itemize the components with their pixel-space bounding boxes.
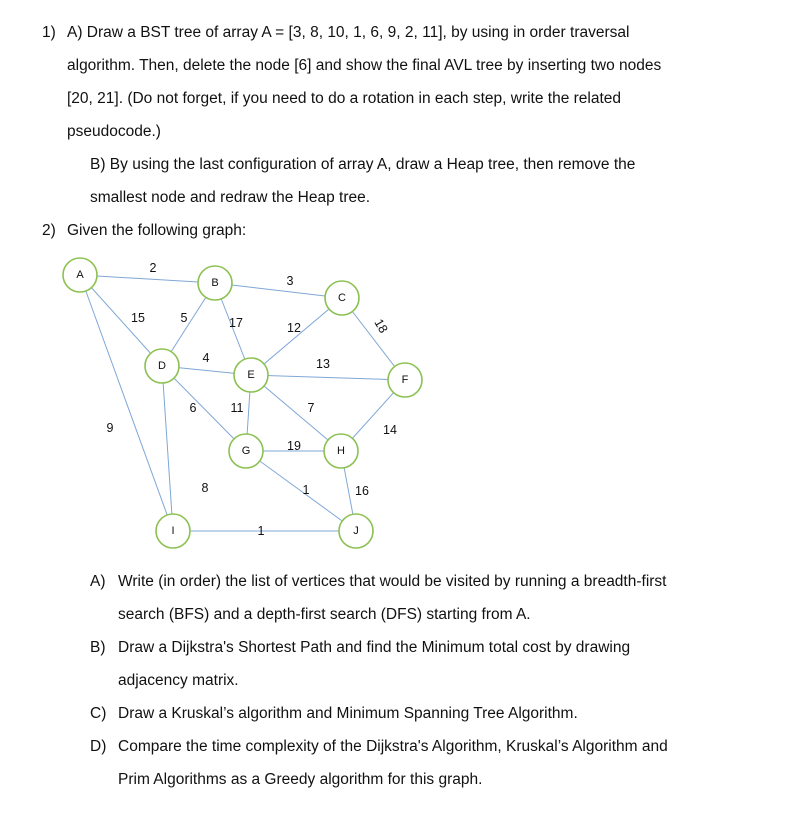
edge-weight-a-i: 9 [106, 421, 114, 435]
q1-partA-line-3: [20, 21]. (Do not forget, if you need to do a rotation in each step, write the related [67, 90, 622, 107]
edge-weight-b-c: 3 [286, 274, 294, 288]
q1-partB-line-1: B) By using the last configuration of array A, draw a Heap tree, then remove the [90, 156, 636, 173]
edge-weight-e-f: 13 [316, 357, 330, 371]
node-label-f: F [401, 374, 409, 386]
q2-partB-line-2: adjacency matrix. [118, 672, 239, 689]
edge-weight-i-j: 1 [257, 524, 265, 538]
node-label-g: G [241, 445, 251, 457]
edge-weight-d-g: 6 [189, 401, 197, 415]
node-label-i: I [171, 525, 175, 537]
edge-b-c [215, 283, 342, 298]
node-label-h: H [337, 445, 345, 457]
edge-weight-d-e: 4 [202, 351, 210, 365]
edge-a-b [80, 275, 215, 283]
node-label-j: J [353, 525, 359, 537]
edge-weight-g-h: 19 [287, 439, 301, 453]
edge-weight-h-j: 16 [355, 484, 369, 498]
node-label-a: A [76, 269, 84, 281]
q1-partA-line-1: A) Draw a BST tree of array A = [3, 8, 10, 1, 6, 9, 2, 11], by using in order traversal [67, 24, 630, 41]
edge-a-d [80, 275, 162, 366]
node-label-c: C [338, 292, 346, 304]
q2-partD-line-1: Compare the time complexity of the Dijkstra's Algorithm, Kruskal’s Algorithm and [118, 738, 668, 755]
q2-partC-letter: C) [90, 705, 107, 722]
q2-partA-line-2: search (BFS) and a depth-first search (DFS) starting from A. [118, 606, 531, 623]
edge-weight-b-e: 17 [229, 316, 243, 330]
edge-weight-a-b: 2 [149, 261, 157, 275]
q1-partA-line-2: algorithm. Then, delete the node [6] and show the final AVL tree by inserting two nodes [67, 57, 662, 74]
q2-partD-line-2: Prim Algorithms as a Greedy algorithm for this graph. [118, 771, 483, 788]
edge-weight-a-d: 15 [131, 311, 145, 325]
edge-weight-e-g: 11 [230, 401, 244, 415]
edge-a-i [80, 275, 173, 531]
node-label-b: B [211, 277, 219, 289]
edge-weight-c-e: 12 [287, 321, 301, 335]
q2-partA-letter: A) [90, 573, 106, 590]
q2-partB-letter: B) [90, 639, 106, 656]
q2-partD-letter: D) [90, 738, 107, 755]
edge-weight-b-d: 5 [180, 311, 188, 325]
q1-partB-line-2: smallest node and redraw the Heap tree. [90, 189, 371, 206]
edge-e-f [251, 375, 405, 380]
edge-weight-c-f: 18 [371, 316, 391, 336]
q2-partB-line-1: Draw a Dijkstra's Shortest Path and find the Minimum total cost by drawing [118, 639, 631, 656]
edge-weight-d-i: 8 [201, 481, 209, 495]
q2-partA-line-1: Write (in order) the list of vertices that would be visited by running a breadth-first [118, 573, 667, 590]
node-label-e: E [247, 369, 255, 381]
q2-number: 2) [42, 222, 56, 239]
q1-number: 1) [42, 24, 56, 41]
edge-weight-g-j: 1 [302, 483, 310, 497]
q2-partC-line-1: Draw a Kruskal’s algorithm and Minimum Spanning Tree Algorithm. [118, 705, 578, 722]
edge-weight-f-h: 14 [383, 423, 397, 437]
node-label-d: D [158, 360, 166, 372]
edge-weight-e-h: 7 [307, 401, 315, 415]
q2-intro: Given the following graph: [67, 222, 247, 239]
q1-partA-line-4: pseudocode.) [67, 123, 161, 140]
